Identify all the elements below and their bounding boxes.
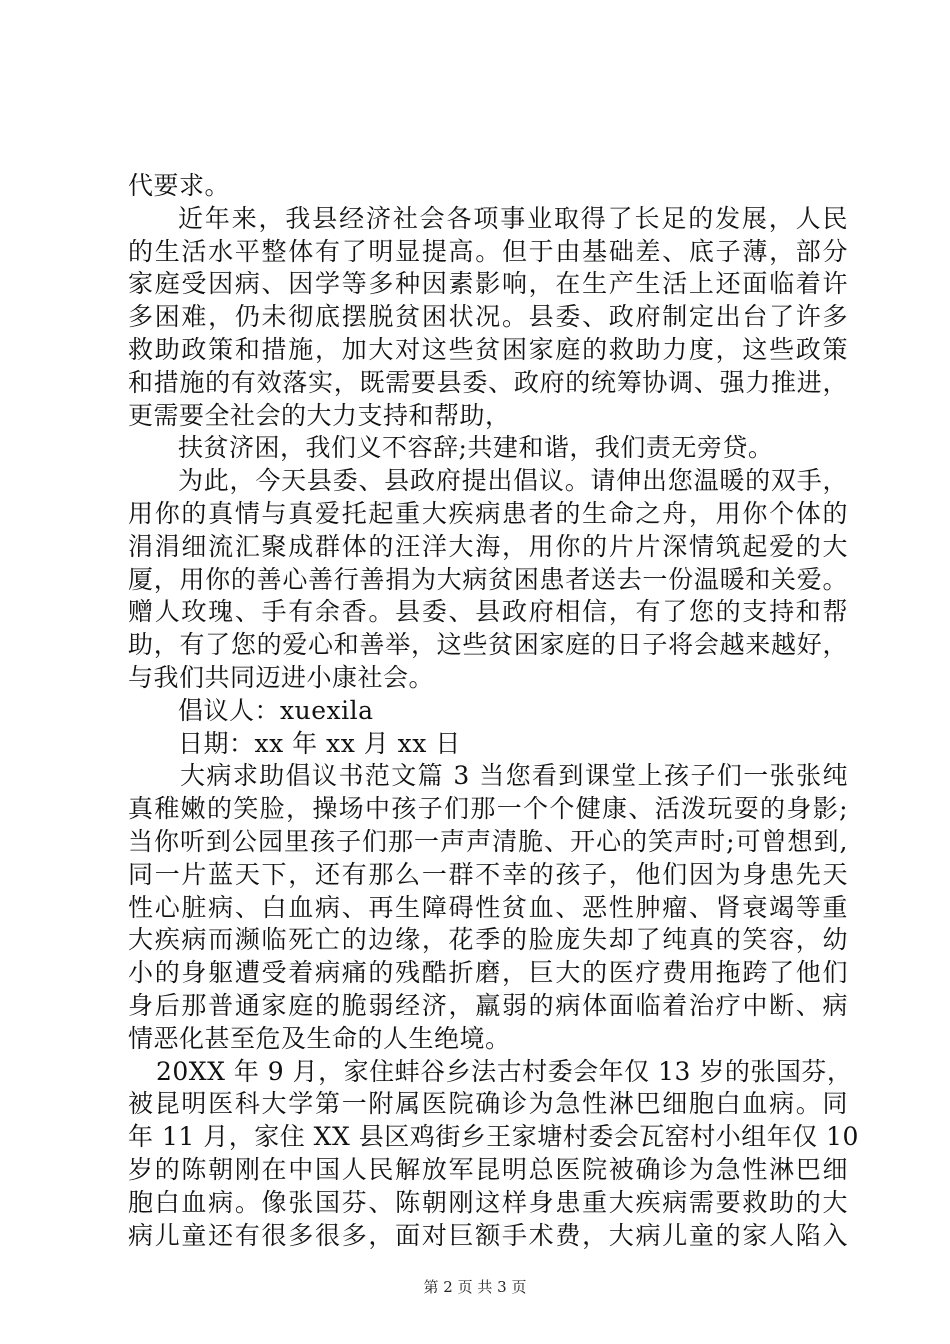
text-line: 当你听到公园里孩子们那一声声清脆、开心的笑声时;可曾想到, (128, 826, 848, 856)
text-line: 厦，用你的善心善行善捐为大病贫困患者送去一份温暖和关爱。 (128, 564, 848, 594)
text-line: 同一片蓝天下，还有那么一群不幸的孩子，他们因为身患先天 (128, 859, 848, 889)
text-line: 性心脏病、白血病、再生障碍性贫血、恶性肿瘤、肾衰竭等重 (128, 892, 848, 922)
text-line: 救助政策和措施，加大对这些贫困家庭的救助力度，这些政策 (128, 334, 848, 364)
text-line: 身后那普通家庭的脆弱经济，羸弱的病体面临着治疗中断、病 (128, 990, 848, 1020)
text-line: 被昆明医科大学第一附属医院确诊为急性淋巴细胞白血病。同 (128, 1089, 848, 1119)
text-line: 日期：xx 年 xx 月 xx 日 (178, 728, 461, 758)
text-line: 和措施的有效落实，既需要县委、政府的统筹协调、强力推进， (128, 367, 848, 397)
page-footer: 第 2 页 共 3 页 (423, 1278, 527, 1296)
text-line: 代要求。 (128, 171, 231, 200)
text-line: 涓涓细流汇聚成群体的汪洋大海，用你的片片深情筑起爱的大 (128, 531, 848, 561)
text-line: 大病求助倡议书范文篇 3 当您看到课堂上孩子们一张张纯 (180, 761, 848, 791)
text-line: 年 11 月，家住 XX 县区鸡街乡王家塘村委会瓦窑村小组年仅 10 (128, 1122, 859, 1152)
text-line: 家庭受因病、因学等多种因素影响，在生产生活上还面临着许 (128, 269, 848, 299)
text-line: 近年来，我县经济社会各项事业取得了长足的发展，人民 (178, 203, 848, 233)
text-line: 小的身躯遭受着病痛的残酷折磨，巨大的医疗费用拖跨了他们 (128, 958, 848, 988)
text-line: 胞白血病。像张国芬、陈朝刚这样身患重大疾病需要救助的大 (128, 1187, 848, 1217)
text-line: 扶贫济困，我们义不容辞;共建和谐，我们责无旁贷。 (178, 433, 774, 463)
text-line: 病儿童还有很多很多，面对巨额手术费，大病儿童的家人陷入 (128, 1220, 848, 1250)
text-line: 更需要全社会的大力支持和帮助， (128, 400, 511, 430)
text-line: 多困难，仍未彻底摆脱贫困状况。县委、政府制定出台了许多 (128, 302, 848, 332)
text-line: 真稚嫩的笑脸，操场中孩子们那一个个健康、活泼玩耍的身影; (128, 794, 848, 824)
text-line: 大疾病而濒临死亡的边缘，花季的脸庞失却了纯真的笑容，幼 (128, 925, 848, 955)
text-line: 助，有了您的爱心和善举，这些贫困家庭的日子将会越来越好， (128, 630, 848, 660)
text-line: 倡议人：xuexila (178, 695, 374, 725)
document-body (128, 170, 859, 1252)
text-line: 用你的真情与真爱托起重大疾病患者的生命之舟，用你个体的 (128, 498, 848, 528)
text-line: 与我们共同迈进小康社会。 (128, 662, 435, 692)
text-line: 赠人玫瑰、手有余香。县委、县政府相信，有了您的支持和帮 (128, 597, 848, 627)
text-line: 20XX 年 9 月，家住蚌谷乡法古村委会年仅 13 岁的张国芬， (156, 1056, 853, 1086)
text-line: 岁的陈朝刚在中国人民解放军昆明总医院被确诊为急性淋巴细 (128, 1154, 848, 1184)
text-line: 为此，今天县委、县政府提出倡议。请伸出您温暖的双手， (178, 466, 848, 496)
text-line: 情恶化甚至危及生命的人生绝境。 (128, 1023, 511, 1053)
text-line: 的生活水平整体有了明显提高。但于由基础差、底子薄，部分 (128, 236, 848, 266)
